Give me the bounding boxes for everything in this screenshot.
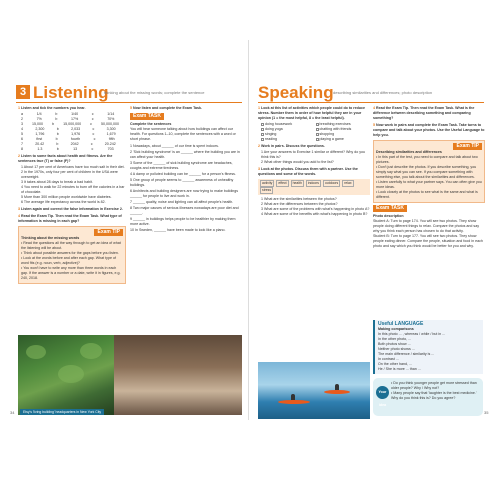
kayak [324, 390, 350, 394]
task-item: 9 ______ in buildings helps people to be healthier by making them more active. [130, 217, 236, 226]
tip-point: • You won't have to write any more than three words in each gap. If the answer is a number or a date, write it in figures, e.g. 240, 2018. [21, 266, 121, 280]
kayak [278, 400, 310, 404]
tip-points [21, 241, 123, 281]
task-item: 8 Two major causes of serious illnesses nowadays are poor diet and ______. [130, 206, 239, 215]
useful-line: In this photo ... , whereas / while / but in ... [378, 332, 446, 336]
activity-label: shopping [319, 132, 335, 136]
useful-line: The main difference / similarity is ... [378, 352, 435, 356]
number-cell: 1,796 [35, 132, 45, 136]
your-idea-box [373, 378, 483, 416]
number-cell: c [92, 127, 95, 131]
right-col-1 [258, 106, 370, 217]
gutter [248, 40, 249, 420]
activity-label: doing yoga [265, 127, 283, 131]
activities-grid [261, 122, 370, 142]
number-cell: 7% [36, 117, 42, 121]
page-number-right: 35 [484, 410, 489, 415]
numbers-table [21, 112, 126, 152]
number-cell: 70% [107, 117, 115, 121]
exam-task-label: Exam TASK [373, 205, 407, 212]
exam-tip-label: Exam TIP [94, 229, 123, 236]
checkbox [316, 138, 319, 141]
student-b: Student B: Turn to page 177. You will see two photos. They show people eating dinner. Compare the people, situation and food in each photo and say which you think would be better for you and why. [373, 234, 483, 248]
living-wall-photo [18, 335, 114, 415]
speaking-subtitle: describing similarities and differences; photo description [333, 90, 433, 95]
listening-title: Listening [33, 83, 109, 102]
number-row [21, 147, 126, 152]
foliage [26, 345, 46, 359]
exercise-5: 5 Now listen and complete the Exam Task. [130, 106, 203, 110]
checkbox [261, 138, 264, 141]
number-cell: 2042 [70, 142, 79, 146]
checkbox [316, 128, 319, 131]
task-items [130, 144, 242, 233]
word-chip: health [292, 181, 302, 185]
tip-heading: Thinking about the missing words [21, 236, 80, 240]
useful-language-box [373, 320, 483, 374]
useful-title: Useful LANGUAGE [378, 321, 424, 327]
number-cell: 2,300 [35, 127, 45, 131]
number-cell: 13 [73, 147, 78, 151]
tip-points [376, 155, 482, 200]
kayaker [335, 384, 339, 390]
number-cell: c [91, 117, 94, 121]
number-cell: 3,300 [106, 127, 116, 131]
checkbox [261, 123, 264, 126]
task-item: 4 A damp or polluted building can be ______ for a person's fitness. [130, 172, 236, 176]
number-cell: b [56, 147, 59, 151]
word-box [258, 179, 370, 195]
task-heading: Photo description [373, 214, 404, 218]
useful-line: On the other hand, ... [378, 362, 412, 366]
foliage [80, 343, 102, 359]
reading-photo [258, 313, 370, 359]
number-cell: b [56, 142, 59, 146]
number-cell: 1.3 [37, 147, 43, 151]
your-idea-badge: Your idea [376, 386, 389, 399]
speak-exercise-2: 2 Work in pairs. Discuss the questions. [258, 144, 325, 148]
checkbox [316, 133, 319, 136]
useful-lines [378, 332, 480, 372]
listening-subtitle: thinking about the missing words; complete the sentence [104, 90, 205, 95]
number-cell: a [21, 112, 23, 116]
activity-label: chatting with friends [319, 127, 352, 131]
discussion-question: 1 Are your answers to Exercise 1 similar or different? Why do you think this is? [261, 150, 365, 159]
tip-point: • Look at the words before and after each gap. What type of word fits (e.g. noun, verb, adjective)? [21, 256, 116, 265]
idea-line: • Many people say that 'laughter is the best medicine.' Why do you think this is? Do you agree? [391, 391, 477, 400]
exercise-1: 1 Listen and tick the numbers you hear. [18, 106, 86, 110]
photo-questions [261, 197, 370, 217]
task-item: 3 Some of the ______ of sick building syndrome are headaches, coughs and extreme tiredness. [130, 161, 233, 170]
number-cell: 15,000 [32, 122, 44, 126]
number-cell: 1/40 [71, 112, 79, 116]
activity-label: playing a game [319, 137, 344, 141]
useful-sub: Making comparisons [378, 327, 414, 331]
number-cell: c [91, 112, 94, 116]
number-cell: 2 [21, 117, 23, 121]
activity-item [316, 137, 371, 142]
photo-question: 3 What are some of the problems with what's happening in photo A? [261, 207, 370, 211]
number-cell: first [36, 137, 43, 141]
speak-exercise-4: 4 Read the Exam Tip. Then read the Exam Task. What is the difference between describing something and comparing something? [373, 106, 475, 120]
number-cell: 17% [70, 117, 79, 121]
useful-line: Neither photo shows ... [378, 347, 415, 351]
number-cell: 3 [21, 122, 23, 126]
number-cell: 8 [21, 147, 23, 151]
discussion-questions [261, 150, 370, 165]
photo-question: 4 What are some of the benefits with what's happening in photo B? [261, 212, 368, 216]
photo-question: 1 What are the similarities between the photos? [261, 197, 337, 201]
number-cell: 50,000,000 [100, 122, 119, 126]
tip-point: • Don't just describe the photos. If you describe something, you simply say what you can see. If you compare something with something else, you talk about the similarities and differences. [376, 165, 477, 179]
number-cell: c [90, 142, 93, 146]
activity-item [261, 137, 316, 142]
word-chip: activity [262, 181, 273, 185]
number-cell: c [91, 147, 94, 151]
tip-heading: Describing similarities and differences [376, 150, 442, 154]
number-cell: b [55, 112, 58, 116]
left-col-1 [18, 106, 126, 284]
statement: 5 More than 300 million people worldwide have diabetes. [21, 195, 112, 199]
number-cell: 20.242 [104, 142, 116, 146]
header-rule-left [16, 102, 242, 103]
number-cell: b [52, 122, 55, 126]
discussion-question: 2 What other things would you add to the list? [261, 160, 334, 164]
exam-tip-label: Exam TIP [453, 143, 482, 150]
unit-number: 3 [16, 85, 30, 99]
number-cell: b [55, 137, 58, 141]
tip-point: • In this part of the test, you need to compare and talk about two pictures. [376, 155, 478, 164]
number-cell: 1,679 [106, 132, 116, 136]
exercise-3: 3 Listen again and correct the false information in Exercise 2. [18, 207, 123, 211]
number-cell: 5 [21, 132, 23, 136]
number-cell: c [90, 122, 92, 126]
task-item: 6 Architects and building designers are now trying to make buildings ______ for people to live and work in. [130, 189, 239, 198]
tip-point: • Listen carefully to what your partner says. You can often give you more ideas. [376, 180, 482, 189]
statement: 2 In the 1970s, only four per cent of children in the USA were overweight. [21, 170, 118, 179]
speak-exercise-1: 1 Look at this list of activities which people could do to reduce stress. Number them in order of how helpful they are in your opinion (1 = the most helpful, 8 = the least helpful). [258, 106, 366, 120]
right-col-2 [373, 106, 485, 249]
task-intro: You will hear someone talking about how buildings can affect our health. For questions 1–10, complete the sentences with a word or short phrase. [130, 127, 236, 141]
foliage [58, 365, 84, 383]
photo-question: 2 What are the differences between the photos? [261, 202, 338, 206]
word-chip: indoors [307, 181, 319, 185]
task-item: 2 'Sick building syndrome' is an ______ where the building you are in can affect your health. [130, 150, 240, 159]
number-cell: 703 [107, 147, 114, 151]
useful-line: Both photos show ... [378, 342, 411, 346]
number-cell: 1/14 [107, 112, 115, 116]
statement: 6 The average life expectancy across the world is 82. [21, 200, 106, 204]
number-cell: 20.42 [35, 142, 45, 146]
number-cell: b [56, 132, 59, 136]
speak-exercise-3: 3 Look at the photos. Discuss them with a partner. Use the questions and some of the words. [258, 167, 358, 176]
number-cell: 7 [21, 142, 23, 146]
photo-caption: Etsy's 'living building' headquarters in New York City [20, 409, 104, 415]
word-chip: effect [278, 181, 287, 185]
number-cell: b [56, 127, 59, 131]
tip-point: • Think about possible answers for the gaps before you listen. [21, 251, 119, 255]
number-cell: b [55, 117, 58, 121]
statements-list [21, 165, 126, 205]
activity-label: reading [265, 137, 277, 141]
task-item: 7 ______ quality, noise and lighting can all affect people's health. [130, 200, 234, 204]
exercise-2: 2 Listen to some facts about health and fitness. Are the sentences true (T) or false (F)? [18, 154, 113, 163]
activity-label: doing housework [265, 122, 293, 126]
task-item: 10 In Sweden, ______ have been made to look like a piano. [130, 228, 226, 232]
exam-task-label-wrap [373, 205, 485, 212]
tip-point: • Look closely at the photos to see what is the same and what is different. [376, 190, 478, 199]
task-item: 1 Nowadays, about ______ of our time is spent indoors. [130, 144, 219, 148]
idea-line: • Do you think younger people get more stressed than older people? Why / Why not? [391, 381, 477, 390]
student-a: Student A: Turn to page 174. You will see two photos. They show people doing different things to relax. Compare the photos and say why you think each person has chosen to do that activity. [373, 219, 480, 233]
checkbox [316, 123, 319, 126]
number-cell: 15,000,000 [63, 122, 82, 126]
number-cell: 1,976 [71, 132, 81, 136]
number-cell: c [93, 137, 96, 141]
activity-label: singing [265, 132, 277, 136]
useful-line: He / She is more ... than ... [378, 367, 421, 371]
word-chip: stress [262, 188, 272, 192]
page-number-left: 34 [10, 410, 15, 415]
number-cell: 2,033 [71, 127, 81, 131]
word-chip: relax [344, 181, 352, 185]
kayak-photo [258, 362, 370, 419]
speak-exercise-5: 5 Now work in pairs and complete the Exam Task. Take turns to compare and talk about your photos. Use the Useful Language to help you. [373, 123, 485, 137]
number-cell: c [92, 132, 95, 136]
checkbox [261, 128, 264, 131]
exercise-4: 4 Read the Exam Tip. Then read the Exam Task. What type of information is missing in each gap? [18, 214, 122, 223]
useful-line: In the other photo, ... [378, 337, 412, 341]
exam-task-label: Exam TASK [130, 113, 164, 120]
number-cell: 1/4 [36, 112, 42, 116]
exam-tip-box-right [373, 140, 485, 203]
left-col-2 [130, 106, 242, 234]
header-rule-right [258, 102, 484, 103]
tip-point: • Read the questions all the way through to get an idea of what the listening will be about. [21, 241, 121, 250]
activity-label: breathing exercises [319, 122, 351, 126]
word-chip: outdoors [324, 181, 339, 185]
exam-task-label-wrap [130, 113, 242, 120]
useful-line: In contrast ... [378, 357, 399, 361]
number-cell: fifth [108, 137, 115, 141]
task-item: 5 One group of people seems to ______ awareness of unhealthy buildings. [130, 178, 234, 187]
number-cell: 6 [21, 137, 23, 141]
idea-lines [391, 381, 480, 401]
speaking-title: Speaking [258, 83, 334, 102]
number-cell: 4 [21, 127, 23, 131]
statement: 3 It takes about 28 days to break a bad habit. [21, 180, 93, 184]
number-cell: fourth [70, 137, 81, 141]
exam-tip-box-left [18, 226, 126, 284]
kayaker [291, 394, 295, 400]
office-photo [114, 335, 242, 415]
statement: 1 About 17 per cent of Americans have too much salt in their diet. [21, 165, 125, 169]
statement: 4 You need to walk for 22 minutes to burn off the calories in a bar of chocolate. [21, 185, 125, 194]
task-heading: Complete the sentences [130, 122, 172, 126]
checkbox [261, 133, 264, 136]
